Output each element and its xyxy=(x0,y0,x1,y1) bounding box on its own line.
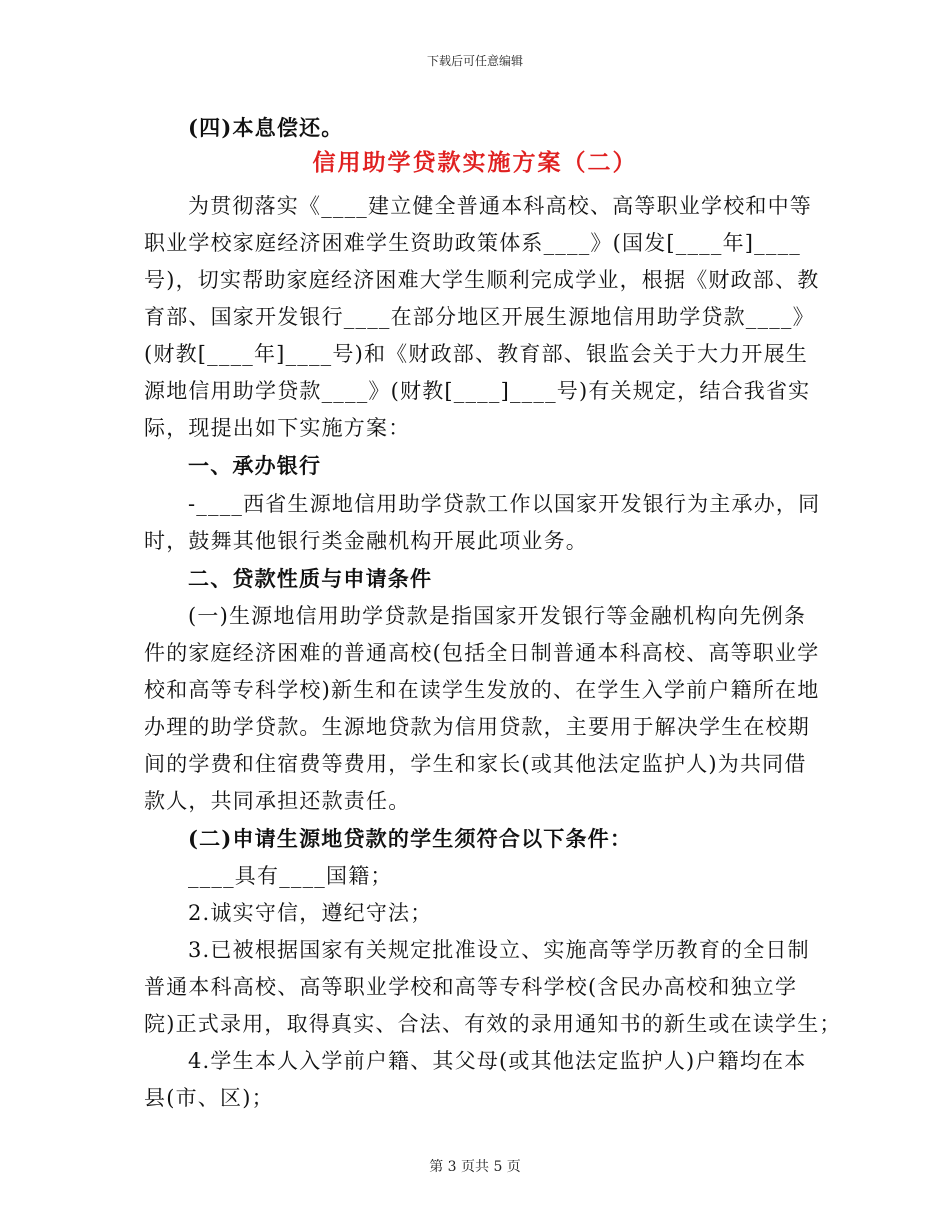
section-heading: 一、承办银行 xyxy=(188,453,322,478)
paragraph-line: 普通本科高校、高等职业学校和高等专科学校(含民办高校和独立学 xyxy=(144,975,798,999)
paragraph-line: (财教[____年]____号)和《财政部、教育部、银监会关于大力开展生 xyxy=(144,342,808,366)
paragraph-line: 育部、国家开发银行____在部分地区开展生源地信用助学贷款____》 xyxy=(144,305,815,329)
page-header: 下载后可任意编辑 xyxy=(426,54,523,68)
page-footer: 第 3 页共 5 页 xyxy=(429,1159,521,1175)
paragraph-line: (一)生源地信用助学贷款是指国家开发银行等金融机构向先例条 xyxy=(188,604,807,628)
paragraph-line: 办理的助学贷款。生源地贷款为信用贷款，主要用于解决学生在校期 xyxy=(144,715,810,739)
paragraph-line: 为贯彻落实《____建立健全普通本科高校、高等职业学校和中等 xyxy=(188,194,812,218)
paragraph-line: 院)正式录用，取得真实、合法、有效的录用通知书的新生或在读学生； xyxy=(144,1012,842,1036)
prev-section-item: (四)本息偿还。 xyxy=(188,115,344,140)
paragraph-line: 职业学校家庭经济困难学生资助政策体系____》(国发[____年]____ xyxy=(144,231,801,255)
paragraph-line: 件的家庭经济困难的普通高校(包括全日制普通本科高校、高等职业学 xyxy=(144,641,820,665)
paragraph-line: 间的学费和住宿费等费用，学生和家长(或其他法定监护人)为共同借 xyxy=(144,752,807,776)
paragraph-line: 际，现提出如下实施方案： xyxy=(144,416,411,440)
list-item: ____具有____国籍； xyxy=(188,864,393,888)
document-title: 信用助学贷款实施方案（二） xyxy=(312,149,638,176)
paragraph-line: 时，鼓舞其他银行类金融机构开展此项业务。 xyxy=(144,529,588,553)
list-item: 3.已被根据国家有关规定批准设立、实施高等学历教育的全日制 xyxy=(188,938,810,962)
paragraph-line: 校和高等专科学校)新生和在读学生发放的、在学生入学前户籍所在地 xyxy=(144,678,820,702)
paragraph-line: 款人，共同承担还款责任。 xyxy=(144,789,411,813)
subsection-heading: (二)申请生源地贷款的学生须符合以下条件： xyxy=(188,826,633,851)
paragraph-line: -____西省生源地信用助学贷款工作以国家开发银行为主承办，同 xyxy=(188,492,821,516)
section-heading: 二、贷款性质与申请条件 xyxy=(188,566,433,591)
paragraph-line: 源地信用助学贷款____》(财教[____]____号)有关规定，结合我省实 xyxy=(144,379,811,403)
paragraph-line: 号)，切实帮助家庭经济困难大学生顺利完成学业，根据《财政部、教 xyxy=(144,268,820,292)
paragraph-line: 县(市、区)； xyxy=(144,1086,274,1110)
list-item: 2.诚实守信，遵纪守法； xyxy=(188,901,433,925)
list-item: 4.学生本人入学前户籍、其父母(或其他法定监护人)户籍均在本 xyxy=(188,1049,807,1073)
